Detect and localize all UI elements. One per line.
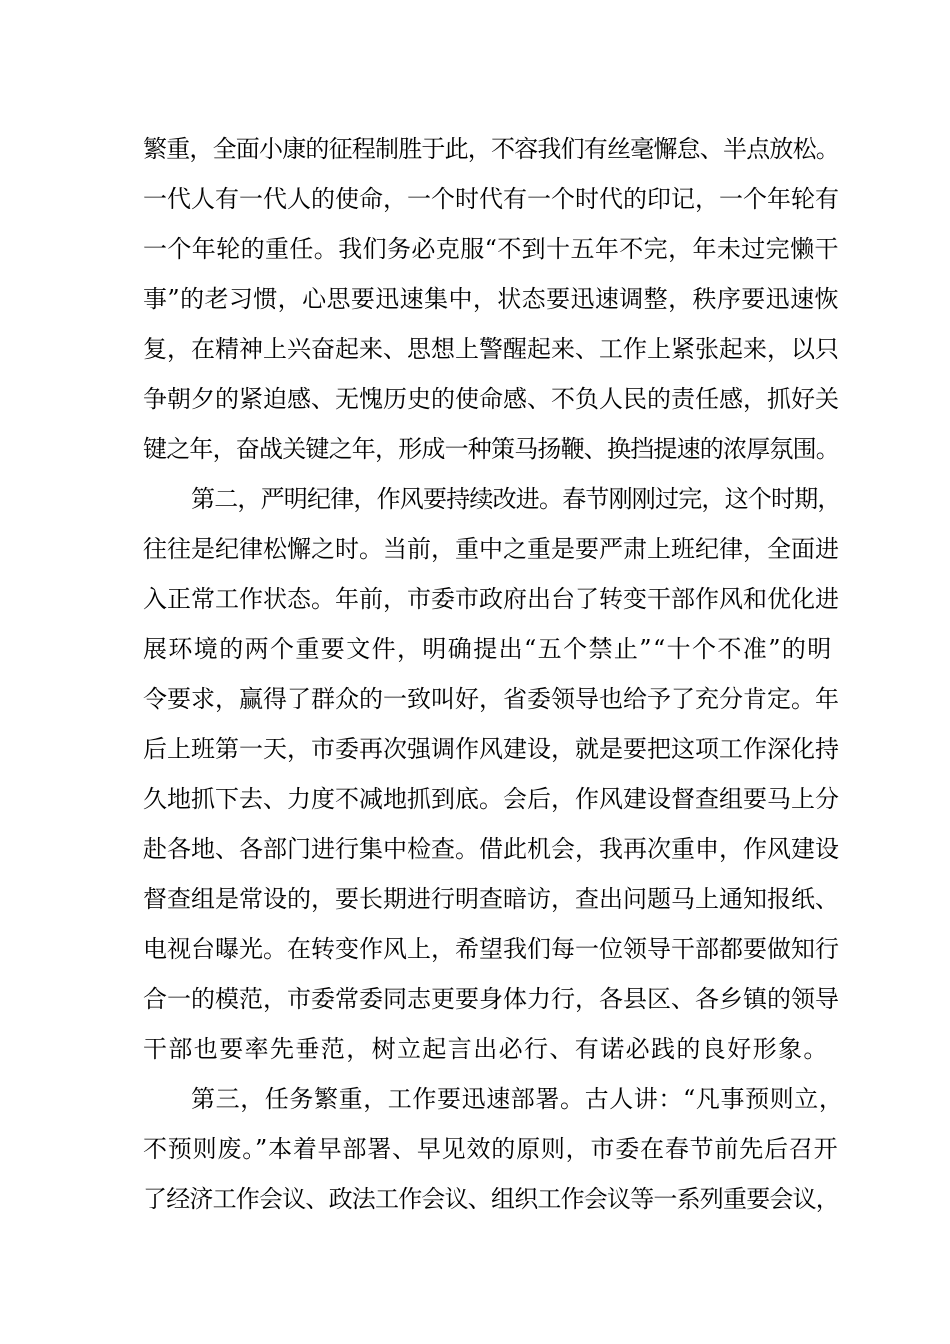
- text-line: 电视台曝光。在转变作风上，希望我们每一位领导干部都要做知行: [143, 935, 839, 963]
- text-line: 合一的模范，市委常委同志更要身体力行，各县区、各乡镇的领导: [143, 985, 839, 1013]
- text-line: 干部也要率先垂范，树立起言出必行、有诺必践的良好形象。: [143, 1035, 829, 1063]
- text-line: 督查组是常设的，要长期进行明查暗访，查出问题马上通知报纸、: [143, 885, 839, 913]
- text-line: 争朝夕的紧迫感、无愧历史的使命感、不负人民的责任感，抓好关: [143, 385, 839, 413]
- text-line: 展环境的两个重要文件，明确提出“五个禁止”“十个不准”的明: [143, 635, 833, 663]
- text-line: 繁重，全面小康的征程制胜于此，不容我们有丝毫懈怠、半点放松。: [143, 135, 839, 163]
- text-line: 事”的老习惯，心思要迅速集中，状态要迅速调整，秩序要迅速恢: [143, 285, 839, 313]
- paragraph-start-line: 第二，严明纪律，作风要持续改进。春节刚刚过完，这个时期，: [191, 485, 841, 513]
- text-line: 后上班第一天，市委再次强调作风建设，就是要把这项工作深化持: [143, 735, 839, 763]
- text-line: 一个年轮的重任。我们务必克服“不到十五年不完，年未过完懒干: [143, 235, 839, 263]
- text-line: 复，在精神上兴奋起来、思想上警醒起来、工作上紧张起来，以只: [143, 335, 839, 363]
- text-line: 了经济工作会议、政法工作会议、组织工作会议等一系列重要会议，: [143, 1185, 839, 1213]
- paragraph-start-line: 第三，任务繁重，工作要迅速部署。古人讲：“凡事预则立，: [191, 1085, 844, 1113]
- text-line: 一代人有一代人的使命，一个时代有一个时代的印记，一个年轮有: [143, 185, 839, 213]
- text-line: 令要求，赢得了群众的一致叫好，省委领导也给予了充分肯定。年: [143, 685, 839, 713]
- text-line: 久地抓下去、力度不减地抓到底。会后，作风建设督查组要马上分: [143, 785, 839, 813]
- text-line: 不预则废。”本着早部署、早见效的原则，市委在春节前先后召开: [143, 1135, 839, 1163]
- text-line: 赴各地、各部门进行集中检查。借此机会，我再次重申，作风建设: [143, 835, 839, 863]
- text-line: 往往是纪律松懈之时。当前，重中之重是要严肃上班纪律，全面进: [143, 535, 839, 563]
- body-text: [143, 124, 843, 1224]
- text-line: 键之年，奋战关键之年，形成一种策马扬鞭、换挡提速的浓厚氛围。: [143, 435, 839, 463]
- text-line: 入正常工作状态。年前，市委市政府出台了转变干部作风和优化进: [143, 585, 839, 613]
